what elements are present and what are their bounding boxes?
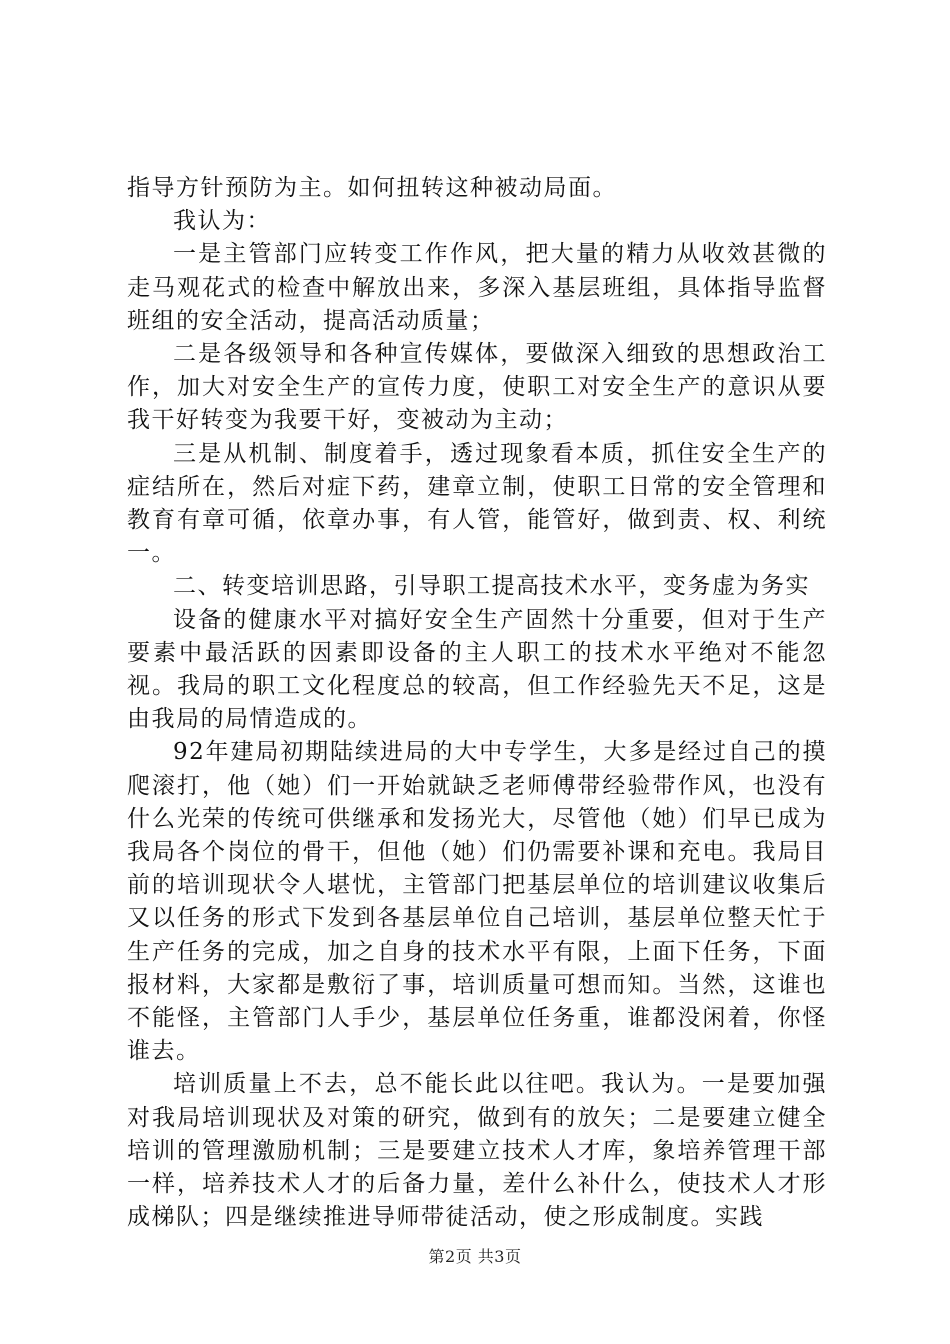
paragraph-point-one: 一是主管部门应转变工作作风，把大量的精力从收效甚微的走马观花式的检查中解放出来，多深入基层班组，具体指导监督班组的安全活动，提高活动质量； bbox=[127, 241, 827, 334]
page-number-footer: 第2页 共3页 bbox=[428, 1247, 522, 1266]
paragraph-training-status: 92年建局初期陆续进局的大中专学生，大多是经过自己的摸爬滚打，他（她）们一开始就缺乏老师傅带经验带作风，也没有什么光荣的传统可供继承和发扬光大，尽管他（她）们早已成为我局各个岗位的骨干，但他（她）们仍需要补课和充电。我局目前的培训现状令人堪忧，主管部门把基层单位的培训建议收集后又以任务的形式下发到各基层单位自己培训，基层单位整天忙于生产任务的完成，加之自身的技术水平有限，上面下任务，下面报材料，大家都是敷衍了事，培训质量可想而知。当然，这谁也不能怪，主管部门人手少，基层单位任务重，谁都没闲着，你怪谁去。 bbox=[127, 739, 827, 1065]
paragraph-training-proposals: 培训质量上不去，总不能长此以往吧。我认为。一是要加强对我局培训现状及对策的研究，做到有的放矢；二是要建立健全培训的管理激励机制；三是要建立技术人才库，象培养管理干部一样，培养技术人才的后备力量，差什么补什么，使技术人才形成梯队；四是继续推进导师带徒活动，使之形成制度。实践 bbox=[127, 1071, 827, 1231]
paragraph-equipment-health: 设备的健康水平对搞好安全生产固然十分重要，但对于生产要素中最活跃的因素即设备的主人职工的技术水平绝对不能忽视。我局的职工文化程度总的较高，但工作经验先天不足，这是由我局的局情造成的。 bbox=[127, 606, 827, 733]
paragraph-point-two: 二是各级领导和各种宣传媒体，要做深入细致的思想政治工作，加大对安全生产的宣传力度，使职工对安全生产的意识从要我干好转变为我要干好，变被动为主动； bbox=[127, 341, 827, 434]
paragraph-opinion-intro: 我认为： bbox=[173, 208, 271, 235]
section-heading-training: 二、转变培训思路，引导职工提高技术水平，变务虚为务实 bbox=[173, 573, 810, 600]
paragraph-point-three: 三是从机制、制度着手，透过现象看本质，抓住安全生产的症结所在，然后对症下药，建章立制，使职工日常的安全管理和教育有章可循，依章办事，有人管，能管好，做到责、权、利统一。 bbox=[127, 440, 827, 567]
document-body bbox=[127, 172, 827, 1235]
paragraph-continuation: 指导方针预防为主。如何扭转这种被动局面。 bbox=[127, 175, 617, 201]
